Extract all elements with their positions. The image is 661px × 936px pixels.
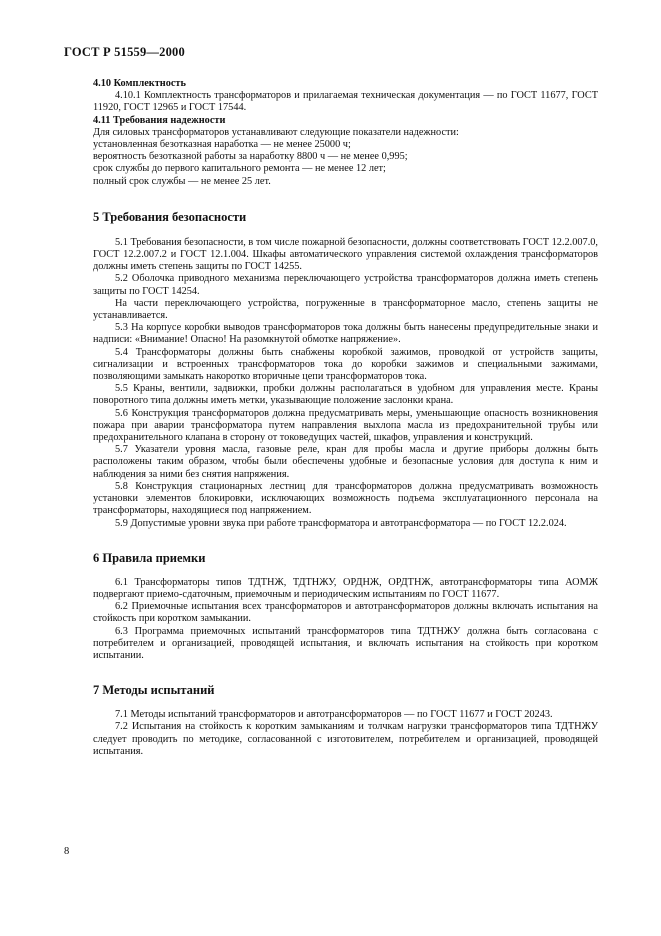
paragraph: 5.1 Требования безопасности, в том числе пожарной безопасности, должны соответствовать ГОСТ 12.2.007.0, ГОСТ 12.2.007.2 и ГОСТ 12.1.004. Шкафы автоматического управления системой охлаждения трансформаторов должны иметь степень защиты по ГОСТ 14255. (93, 236, 598, 273)
page-number: 8 (64, 846, 70, 857)
paragraph: На части переключающего устройства, погруженные в трансформаторное масло, степень защиты не устанавливается. (93, 297, 598, 322)
section-6 (93, 551, 598, 662)
section-title: 7 Методы испытаний (93, 683, 215, 698)
paragraph: 5.5 Краны, вентили, задвижки, пробки должны располагаться в удобном для управления месте. Краны поворотного типа должны иметь метки, указывающие положение заслонки крана. (93, 383, 598, 407)
paragraph: 5.9 Допустимые уровни звука при работе трансформатора и автотрансформатора — по ГОСТ 12.2.024. (115, 517, 567, 529)
list-item: срок службы до первого капитального ремонта — не менее 12 лет; (93, 163, 386, 175)
paragraph: 5.4 Трансформаторы должны быть снабжены коробкой зажимов, проводкой от устройств защиты, сигнализации и встроенных трансформаторов тока до коробки зажимов и специальными зажимами, позволяющими замыкать накоротко вторичные цепи трансформаторов тока. (93, 346, 598, 383)
section-title: 6 Правила приемки (93, 550, 206, 565)
section-5 (93, 210, 598, 530)
paragraph: 5.7 Указатели уровня масла, газовые реле, кран для пробы масла и другие приборы должны быть расположены таким образом, чтобы были обеспечены удобные и безопасные условия для доступа к ним и наблюдения за ними без снятия напряжения. (93, 444, 598, 480)
subsection-title: 4.10 Комплектность (93, 78, 186, 89)
section-title: 5 Требования безопасности (93, 209, 247, 224)
section-7 (93, 683, 598, 758)
document-code-header: ГОСТ Р 51559—2000 (64, 45, 185, 59)
subsection-title: 4.11 Требования надежности (93, 114, 226, 126)
paragraph: 5.2 Оболочка приводного механизма переключающего устройства трансформаторов должна иметь степень защиты по ГОСТ 14254. (93, 273, 598, 297)
section-4-10 (93, 78, 598, 115)
list-item: установленная безотказная наработка — не менее 25000 ч; (93, 139, 351, 151)
section-4-11 (93, 115, 598, 188)
paragraph: 5.8 Конструкция стационарных лестниц для трансформаторов должна предусматривать возможность установки элементов блокировки, исключающих возможность подъема эксплуатационного персонала на трансформаторы, находящиеся под напряжением. (93, 480, 598, 517)
paragraph: 7.1 Методы испытаний трансформаторов и автотрансформаторов — по ГОСТ 11677 и ГОСТ 20243. (115, 709, 553, 721)
paragraph: Для силовых трансформаторов устанавливают следующие показатели надежности: (93, 126, 459, 138)
paragraph: 5.6 Конструкция трансформаторов должна предусматривать меры, уменьшающие опасность возникновения пожара при аварии трансформатора путем направления выхлопа масла из предохранительной трубы или предохранительного клапана в сторону от токоведущих частей, шкафов, управления и конструкций. (93, 407, 598, 444)
document-body (93, 78, 598, 758)
paragraph: 6.2 Приемочные испытания всех трансформаторов и автотрансформаторов должны включать испытания на стойкость при коротком замыкании. (93, 601, 598, 625)
paragraph: 6.1 Трансформаторы типов ТДТНЖ, ТДТНЖУ, ОРДНЖ, ОРДТНЖ, автотрансформаторы типа АОМЖ подвергают приемо-сдаточным, приемочным и периодическим испытаниям по ГОСТ 11677. (93, 576, 598, 600)
paragraph: 6.3 Программа приемочных испытаний трансформаторов типа ТДТНЖУ должна быть согласована с потребителем и организацией, проводящей испытания, и включать испытания на стойкость при коротком испытании. (93, 625, 598, 661)
paragraph: 5.3 На корпусе коробки выводов трансформаторов тока должны быть нанесены предупредительные знаки и надписи: «Внимание! Опасно! На разомкнутой обмотке напряжение». (93, 322, 598, 346)
paragraph: 7.2 Испытания на стойкость к коротким замыканиям и толчкам нагрузки трансформаторов типа ТДТНЖУ следует проводить по методике, согласованной с изготовителем, потребителем и организацией, проводящей испытания. (93, 721, 598, 757)
list-item: вероятность безотказной работы за наработку 8800 ч — не менее 0,995; (93, 151, 408, 163)
list-item: полный срок службы — не менее 25 лет. (93, 175, 271, 187)
paragraph: 4.10.1 Комплектность трансформаторов и прилагаемая техническая документация — по ГОСТ 11677, ГОСТ 11920, ГОСТ 12965 и ГОСТ 17544. (93, 90, 598, 114)
